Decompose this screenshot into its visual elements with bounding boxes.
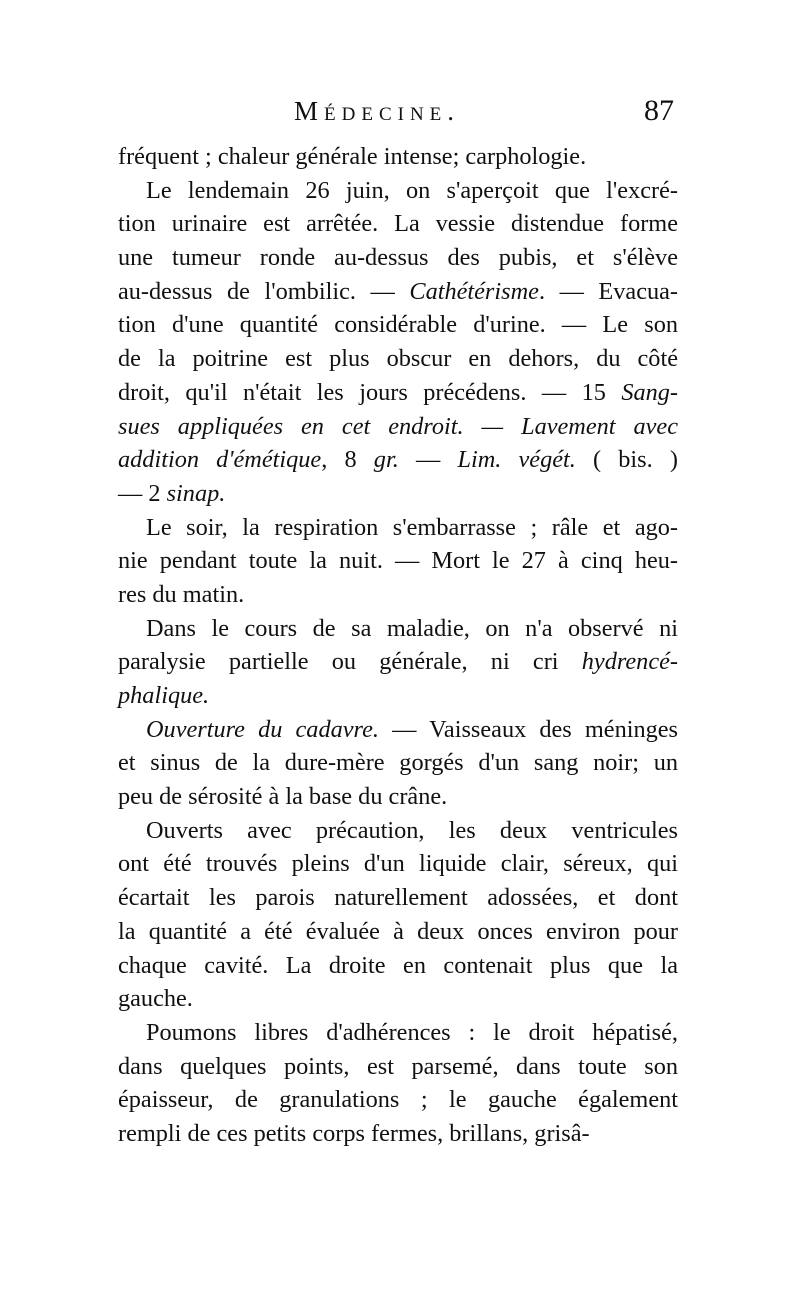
paragraph	[118, 1016, 678, 1151]
text-run: la quantité a été évaluée à deux onces environ pour	[118, 917, 678, 945]
text-run: . — Evacua-	[538, 277, 678, 305]
text-run: nie pendant toute la nuit. — Mort le 27 à cinq heu-	[118, 547, 678, 575]
text-line	[118, 645, 678, 679]
italic-run: sinap.	[166, 479, 226, 507]
text-line	[118, 847, 678, 881]
text-line	[118, 780, 678, 814]
text-run: au-dessus de l'ombilic. —	[118, 277, 410, 305]
text-run: droit, qu'il n'était les jours précédens. — 15	[118, 378, 622, 406]
paragraph	[118, 174, 678, 511]
text-line	[118, 544, 678, 578]
text-line	[118, 207, 678, 241]
text-line	[118, 410, 678, 444]
text-run: dans quelques points, est parsemé, dans toute son	[118, 1052, 678, 1080]
text-line	[118, 140, 678, 174]
text-run: peu de sérosité à la base du crâne.	[118, 783, 448, 811]
italic-run: phalique.	[118, 682, 210, 709]
text-line	[118, 746, 678, 780]
text-line	[118, 511, 678, 545]
text-line	[118, 1050, 678, 1084]
text-line	[118, 949, 678, 983]
text-run: paralysie partielle ou générale, ni cri	[118, 648, 582, 676]
text-line	[118, 814, 678, 848]
paragraph	[118, 612, 678, 713]
text-run: Dans le cours de sa maladie, on n'a observé ni	[146, 614, 678, 642]
text-run: — Vaisseaux des méninges	[378, 715, 679, 743]
text-line	[118, 376, 678, 410]
running-title: Médecine.	[294, 96, 461, 126]
italic-run: gr.	[373, 446, 399, 474]
italic-run: Cathétérisme	[409, 277, 539, 305]
paragraph	[118, 140, 678, 174]
text-run: tion urinaire est arrêtée. La vessie distendue forme	[118, 210, 678, 238]
page-number: 87	[644, 94, 674, 127]
text-line	[118, 679, 678, 713]
text-run: — 2	[118, 479, 167, 507]
text-run: ont été trouvés pleins d'un liquide clair, séreux, qui	[118, 850, 678, 878]
text-line	[118, 881, 678, 915]
text-run: Ouverts avec précaution, les deux ventricules	[146, 816, 678, 844]
text-run: de la poitrine est plus obscur en dehors, du côté	[118, 345, 678, 373]
text-run: tion d'une quantité considérable d'urine. — Le son	[118, 311, 678, 339]
text-run: res du matin.	[118, 580, 245, 608]
text-run: , 8	[321, 446, 374, 474]
text-run: —	[398, 446, 458, 474]
text-line	[118, 1016, 678, 1050]
italic-run: addition d'émétique	[118, 446, 322, 474]
text-line	[118, 275, 678, 309]
text-run: fréquent ; chaleur générale intense; carphologie.	[118, 143, 587, 170]
text-run: ( bis. )	[575, 446, 678, 474]
text-run: chaque cavité. La droite en contenait plus que la	[118, 951, 678, 979]
book-page	[118, 96, 678, 1151]
running-head	[118, 96, 678, 140]
text-run: gauche.	[118, 985, 193, 1013]
text-line	[118, 241, 678, 275]
paragraph	[118, 713, 678, 814]
text-line	[118, 342, 678, 376]
text-run: rempli de ces petits corps fermes, brillans, grisâ-	[118, 1119, 590, 1147]
text-line	[118, 982, 678, 1016]
text-line	[118, 443, 678, 477]
text-run: Le soir, la respiration s'embarrasse ; râle et ago-	[146, 513, 678, 541]
italic-run: Lim. végét.	[457, 446, 576, 474]
body-text	[118, 140, 678, 1151]
text-line	[118, 174, 678, 208]
paragraph	[118, 814, 678, 1016]
italic-run: Ouverture du cadavre.	[146, 715, 379, 743]
text-line	[118, 1117, 678, 1151]
text-run: et sinus de la dure-mère gorgés d'un sang noir; un	[118, 749, 678, 777]
text-run: écartait les parois naturellement adossées, et dont	[118, 884, 678, 912]
italic-run: Sang-	[621, 378, 678, 406]
text-line	[118, 308, 678, 342]
text-line	[118, 915, 678, 949]
text-line	[118, 713, 678, 747]
text-line	[118, 477, 678, 511]
italic-run: sues appliquées en cet endroit. — Lavement avec	[118, 412, 678, 440]
text-run: épaisseur, de granulations ; le gauche également	[118, 1086, 678, 1114]
text-run: une tumeur ronde au-dessus des pubis, et s'élève	[118, 244, 678, 272]
text-line	[118, 612, 678, 646]
text-line	[118, 1083, 678, 1117]
text-run: Poumons libres d'adhérences : le droit hépatisé,	[146, 1018, 678, 1046]
paragraph	[118, 511, 678, 612]
text-line	[118, 578, 678, 612]
italic-run: hydrencé-	[581, 648, 678, 676]
text-run: Le lendemain 26 juin, on s'aperçoit que l'excré-	[146, 176, 678, 204]
